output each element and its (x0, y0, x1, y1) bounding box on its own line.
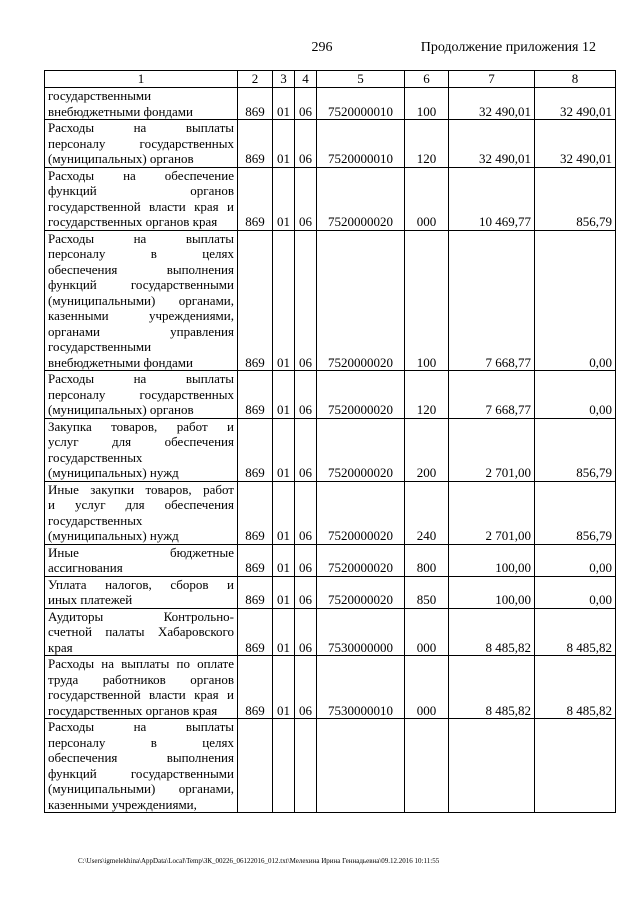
ministry-code-cell: 869 (238, 544, 273, 576)
target-article-cell: 7520000020 (317, 418, 405, 481)
section-code-cell: 01 (273, 656, 295, 719)
expense-type-cell: 240 (405, 481, 449, 544)
amount-cell (449, 719, 535, 813)
ministry-code-cell: 869 (238, 371, 273, 419)
table-row (45, 544, 616, 576)
expense-name-line: Расходы на обеспечение (48, 167, 234, 183)
amount-cell: 7 668,77 (449, 230, 535, 371)
expense-name-line: персоналу государственных (48, 135, 234, 151)
expense-type-cell: 100 (405, 88, 449, 120)
expense-name-line: обеспечения выполнения (48, 261, 234, 277)
expense-type-cell: 120 (405, 371, 449, 419)
ministry-code-cell: 869 (238, 608, 273, 656)
subsection-code-cell: 06 (295, 230, 317, 371)
amount-cell: 8 485,82 (535, 656, 616, 719)
expense-name-line: услуг для обеспечения (48, 434, 234, 449)
expense-name-line: Аудиторы Контрольно- (48, 608, 234, 624)
expense-type-cell (405, 719, 449, 813)
expense-name-line: персоналу государственных (48, 386, 234, 402)
table-row (45, 88, 616, 120)
subsection-code-cell: 06 (295, 576, 317, 608)
amount-cell (535, 719, 616, 813)
expense-type-cell: 000 (405, 608, 449, 656)
expense-name-line: Расходы на выплаты (48, 719, 234, 734)
expense-name-line: государственных (48, 512, 143, 528)
amount-cell: 8 485,82 (449, 608, 535, 656)
expense-name-line: функций органов (48, 183, 234, 198)
expense-name-line: ассигнования (48, 560, 123, 575)
amount-cell: 2 701,00 (449, 481, 535, 544)
section-code-cell: 01 (273, 88, 295, 120)
subsection-code-cell: 06 (295, 544, 317, 576)
amount-cell: 856,79 (535, 418, 616, 481)
column-header: 1 (45, 71, 238, 88)
column-header: 7 (449, 71, 535, 88)
section-code-cell: 01 (273, 167, 295, 230)
expense-type-cell: 100 (405, 230, 449, 371)
expense-name-line: Иные закупки товаров, работ (48, 481, 234, 497)
expense-name-line: (муниципальными) органами, (48, 781, 234, 796)
section-code-cell: 01 (273, 371, 295, 419)
ministry-code-cell (238, 719, 273, 813)
expense-name-line: Уплата налогов, сборов и (48, 576, 234, 592)
expense-name-line: иных платежей (48, 592, 133, 607)
amount-cell: 0,00 (535, 371, 616, 419)
expense-name-line: государственной власти края и (48, 687, 234, 702)
ministry-code-cell: 869 (238, 576, 273, 608)
expense-name-line: Расходы на выплаты (48, 371, 234, 386)
expense-name-cell (45, 576, 238, 608)
amount-cell: 7 668,77 (449, 371, 535, 419)
amount-cell: 0,00 (535, 576, 616, 608)
amount-cell: 32 490,01 (449, 120, 535, 168)
target-article-cell (317, 719, 405, 813)
expense-name-cell (45, 608, 238, 656)
expense-name-line: Расходы на выплаты (48, 120, 234, 135)
expense-name-cell (45, 481, 238, 544)
section-code-cell: 01 (273, 418, 295, 481)
table-row (45, 608, 616, 656)
table-header-row (45, 71, 616, 88)
expense-name-cell (45, 719, 238, 813)
subsection-code-cell: 06 (295, 481, 317, 544)
expense-name-line: Иные бюджетные (48, 544, 234, 560)
expense-type-cell: 000 (405, 167, 449, 230)
column-header: 3 (273, 71, 295, 88)
target-article-cell: 7520000010 (317, 120, 405, 168)
expense-name-cell (45, 88, 238, 120)
expense-type-cell: 000 (405, 656, 449, 719)
section-code-cell: 01 (273, 120, 295, 168)
amount-cell: 856,79 (535, 167, 616, 230)
ministry-code-cell: 869 (238, 481, 273, 544)
table-body (45, 88, 616, 813)
expense-name-line: государственной власти края и (48, 198, 234, 214)
section-code-cell (273, 719, 295, 813)
section-code-cell: 01 (273, 230, 295, 371)
section-code-cell: 01 (273, 544, 295, 576)
target-article-cell: 7520000020 (317, 481, 405, 544)
table-row (45, 167, 616, 230)
expense-name-line: функций государственными (48, 277, 234, 292)
section-code-cell: 01 (273, 481, 295, 544)
column-header: 4 (295, 71, 317, 88)
subsection-code-cell: 06 (295, 656, 317, 719)
amount-cell: 8 485,82 (535, 608, 616, 656)
expense-name-line: персоналу в целях (48, 734, 234, 750)
section-code-cell: 01 (273, 608, 295, 656)
expense-name-line: труда работников органов (48, 671, 234, 687)
subsection-code-cell: 06 (295, 88, 317, 120)
expense-name-cell (45, 544, 238, 576)
amount-cell: 100,00 (449, 576, 535, 608)
ministry-code-cell: 869 (238, 88, 273, 120)
expense-type-cell: 800 (405, 544, 449, 576)
expense-name-line: государственными (48, 88, 152, 103)
expense-name-line: (муниципальных) органов (48, 402, 194, 417)
ministry-code-cell: 869 (238, 656, 273, 719)
target-article-cell: 7520000020 (317, 230, 405, 371)
ministry-code-cell: 869 (238, 230, 273, 371)
amount-cell: 8 485,82 (449, 656, 535, 719)
expense-name-line: (муниципальных) нужд (48, 465, 179, 480)
expense-name-line: и услуг для обеспечения (48, 497, 234, 512)
table-row (45, 481, 616, 544)
table-row (45, 230, 616, 371)
expense-name-line: казенными учреждениями, (48, 308, 234, 323)
expense-name-line: счетной палаты Хабаровского (48, 624, 234, 639)
target-article-cell: 7520000020 (317, 544, 405, 576)
amount-cell: 100,00 (449, 544, 535, 576)
expense-name-line: (муниципальных) нужд (48, 528, 179, 543)
target-article-cell: 7520000010 (317, 88, 405, 120)
expense-name-line: края (48, 639, 73, 655)
expense-name-line: (муниципальными) органами, (48, 292, 234, 308)
expense-name-line: государственных органов края (48, 214, 218, 229)
expense-name-cell (45, 167, 238, 230)
subsection-code-cell: 06 (295, 608, 317, 656)
expense-type-cell: 850 (405, 576, 449, 608)
subsection-code-cell: 06 (295, 371, 317, 419)
expense-name-cell (45, 120, 238, 168)
page-number: 296 (311, 40, 333, 55)
amount-cell: 2 701,00 (449, 418, 535, 481)
expense-name-line: функций государственными (48, 765, 234, 781)
expense-name-line: Расходы на выплаты по оплате (48, 656, 234, 671)
subsection-code-cell: 06 (295, 418, 317, 481)
expense-name-line: внебюджетными фондами (48, 103, 193, 119)
amount-cell: 0,00 (535, 230, 616, 371)
target-article-cell: 7530000010 (317, 656, 405, 719)
expense-name-line: персоналу в целях (48, 246, 234, 261)
expense-name-line: казенными учреждениями, (48, 796, 197, 812)
section-code-cell: 01 (273, 576, 295, 608)
table-row (45, 371, 616, 419)
column-header: 5 (317, 71, 405, 88)
table-row (45, 719, 616, 813)
expense-name-line: Закупка товаров, работ и (48, 418, 234, 434)
expense-name-line: внебюджетными фондами (48, 354, 193, 370)
amount-cell: 0,00 (535, 544, 616, 576)
document-footer-path: C:\Users\igmelekhina\AppData\Local\Temp\ЗК_00226_06122016_012.txt\Мелехина Ирина Геннадьевна\09.12.2016 10:11:55 (78, 857, 440, 865)
amount-cell: 32 490,01 (449, 88, 535, 120)
column-header: 2 (238, 71, 273, 88)
target-article-cell: 7520000020 (317, 576, 405, 608)
budget-table (44, 70, 616, 813)
target-article-cell: 7520000020 (317, 371, 405, 419)
target-article-cell: 7530000000 (317, 608, 405, 656)
amount-cell: 10 469,77 (449, 167, 535, 230)
table-row (45, 120, 616, 168)
column-header: 6 (405, 71, 449, 88)
expense-name-line: Расходы на выплаты (48, 230, 234, 246)
table-row (45, 418, 616, 481)
ministry-code-cell: 869 (238, 167, 273, 230)
expense-name-cell (45, 656, 238, 719)
table-row (45, 656, 616, 719)
table-row (45, 576, 616, 608)
amount-cell: 32 490,01 (535, 88, 616, 120)
expense-type-cell: 200 (405, 418, 449, 481)
expense-name-line: органами управления (48, 323, 234, 339)
ministry-code-cell: 869 (238, 418, 273, 481)
target-article-cell: 7520000020 (317, 167, 405, 230)
amount-cell: 856,79 (535, 481, 616, 544)
expense-type-cell: 120 (405, 120, 449, 168)
amount-cell: 32 490,01 (535, 120, 616, 168)
appendix-continuation-label: Продолжение приложения 12 (420, 40, 596, 55)
expense-name-cell (45, 230, 238, 371)
expense-name-line: государственными (48, 339, 152, 354)
expense-name-line: государственных органов края (48, 702, 218, 718)
expense-name-line: обеспечения выполнения (48, 750, 234, 765)
subsection-code-cell: 06 (295, 167, 317, 230)
expense-name-line: (муниципальных) органов (48, 151, 194, 166)
expense-name-cell (45, 371, 238, 419)
subsection-code-cell (295, 719, 317, 813)
expense-name-line: государственных (48, 449, 143, 465)
subsection-code-cell: 06 (295, 120, 317, 168)
ministry-code-cell: 869 (238, 120, 273, 168)
column-header: 8 (535, 71, 616, 88)
expense-name-cell (45, 418, 238, 481)
